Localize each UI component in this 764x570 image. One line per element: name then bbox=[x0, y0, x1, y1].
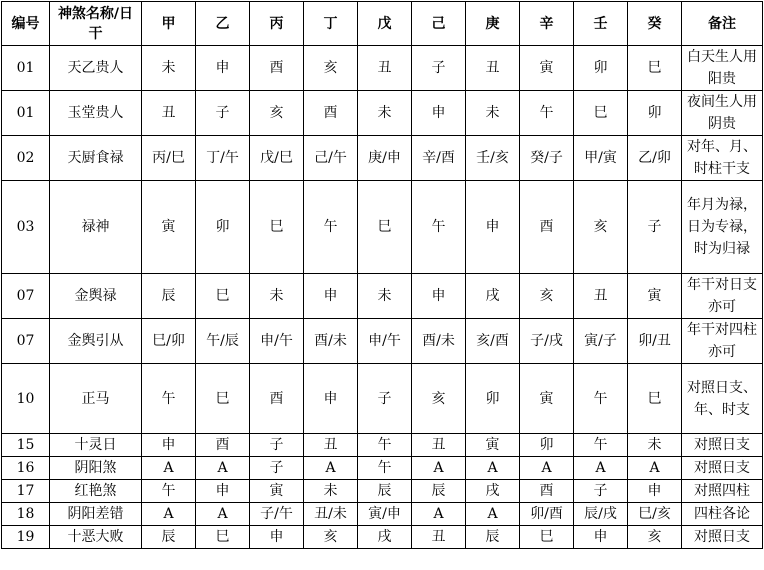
header-cell: 庚 bbox=[466, 2, 520, 46]
stem-value-cell: 午 bbox=[358, 434, 412, 457]
row-id-cell: 10 bbox=[2, 364, 50, 434]
stem-value-cell: 巳 bbox=[250, 181, 304, 274]
stem-value-cell: 巳 bbox=[196, 274, 250, 319]
stem-value-cell: 子 bbox=[250, 434, 304, 457]
header-cell: 神煞名称/日干 bbox=[50, 2, 142, 46]
stem-value-cell: A bbox=[196, 503, 250, 526]
stem-value-cell: 亥 bbox=[250, 91, 304, 136]
row-id-cell: 07 bbox=[2, 319, 50, 364]
stem-value-cell: 午 bbox=[142, 364, 196, 434]
stem-value-cell: 申 bbox=[142, 434, 196, 457]
stem-value-cell: A bbox=[412, 457, 466, 480]
stem-value-cell: 戊/巳 bbox=[250, 136, 304, 181]
stem-value-cell: 卯/酉 bbox=[520, 503, 574, 526]
stem-value-cell: 申 bbox=[574, 526, 628, 549]
stem-value-cell: 巳/亥 bbox=[628, 503, 682, 526]
stem-value-cell: 未 bbox=[628, 434, 682, 457]
header-cell: 戊 bbox=[358, 2, 412, 46]
shensha-name-cell: 十灵日 bbox=[50, 434, 142, 457]
stem-value-cell: 卯 bbox=[466, 364, 520, 434]
stem-value-cell: 申 bbox=[196, 480, 250, 503]
stem-value-cell: 戌 bbox=[358, 526, 412, 549]
stem-value-cell: 午/辰 bbox=[196, 319, 250, 364]
stem-value-cell: 巳 bbox=[196, 364, 250, 434]
header-cell: 备注 bbox=[682, 2, 763, 46]
row-id-cell: 19 bbox=[2, 526, 50, 549]
table-row bbox=[2, 91, 763, 136]
stem-value-cell: 巳 bbox=[520, 526, 574, 549]
stem-value-cell: 卯 bbox=[628, 91, 682, 136]
stem-value-cell: 酉 bbox=[304, 91, 358, 136]
stem-value-cell: 申 bbox=[628, 480, 682, 503]
stem-value-cell: 寅 bbox=[520, 364, 574, 434]
stem-value-cell: 酉 bbox=[250, 364, 304, 434]
stem-value-cell: 巳 bbox=[628, 46, 682, 91]
stem-value-cell: 丑/未 bbox=[304, 503, 358, 526]
stem-value-cell: 壬/亥 bbox=[466, 136, 520, 181]
shensha-name-cell: 禄神 bbox=[50, 181, 142, 274]
stem-value-cell: 未 bbox=[466, 91, 520, 136]
stem-value-cell: 申/午 bbox=[358, 319, 412, 364]
stem-value-cell: 辰 bbox=[358, 480, 412, 503]
stem-value-cell: 辰 bbox=[412, 480, 466, 503]
stem-value-cell: 寅/子 bbox=[574, 319, 628, 364]
table-row bbox=[2, 181, 763, 274]
stem-value-cell: 酉 bbox=[250, 46, 304, 91]
shensha-name-cell: 阴阳差错 bbox=[50, 503, 142, 526]
stem-value-cell: 戌 bbox=[466, 480, 520, 503]
note-cell: 对年、月、时柱干支 bbox=[682, 136, 763, 181]
stem-value-cell: 子 bbox=[412, 46, 466, 91]
note-cell: 夜间生人用阴贵 bbox=[682, 91, 763, 136]
table-row bbox=[2, 136, 763, 181]
stem-value-cell: 丑 bbox=[412, 526, 466, 549]
row-id-cell: 07 bbox=[2, 274, 50, 319]
stem-value-cell: 戌 bbox=[466, 274, 520, 319]
header-cell: 编号 bbox=[2, 2, 50, 46]
stem-value-cell: 辰 bbox=[142, 274, 196, 319]
stem-value-cell: 亥 bbox=[628, 526, 682, 549]
stem-value-cell: 丑 bbox=[412, 434, 466, 457]
stem-value-cell: 丙/巳 bbox=[142, 136, 196, 181]
stem-value-cell: 申 bbox=[304, 274, 358, 319]
stem-value-cell: 庚/申 bbox=[358, 136, 412, 181]
stem-value-cell: 申 bbox=[250, 526, 304, 549]
table-row bbox=[2, 319, 763, 364]
note-cell: 年干对四柱亦可 bbox=[682, 319, 763, 364]
stem-value-cell: 午 bbox=[520, 91, 574, 136]
header-cell: 己 bbox=[412, 2, 466, 46]
stem-value-cell: A bbox=[466, 503, 520, 526]
stem-value-cell: A bbox=[142, 503, 196, 526]
stem-value-cell: 子 bbox=[628, 181, 682, 274]
stem-value-cell: 午 bbox=[574, 434, 628, 457]
table-row bbox=[2, 457, 763, 480]
stem-value-cell: 卯 bbox=[520, 434, 574, 457]
stem-value-cell: 午 bbox=[142, 480, 196, 503]
stem-value-cell: A bbox=[628, 457, 682, 480]
shensha-name-cell: 天乙贵人 bbox=[50, 46, 142, 91]
header-cell: 辛 bbox=[520, 2, 574, 46]
stem-value-cell: 酉 bbox=[196, 434, 250, 457]
stem-value-cell: A bbox=[466, 457, 520, 480]
stem-value-cell: 丑 bbox=[358, 46, 412, 91]
stem-value-cell: 癸/子 bbox=[520, 136, 574, 181]
stem-value-cell: 酉/未 bbox=[412, 319, 466, 364]
stem-value-cell: 午 bbox=[574, 364, 628, 434]
table-row bbox=[2, 526, 763, 549]
shensha-name-cell: 玉堂贵人 bbox=[50, 91, 142, 136]
stem-value-cell: A bbox=[412, 503, 466, 526]
stem-value-cell: 子 bbox=[196, 91, 250, 136]
stem-value-cell: 巳 bbox=[196, 526, 250, 549]
note-cell: 对照日支 bbox=[682, 526, 763, 549]
row-id-cell: 02 bbox=[2, 136, 50, 181]
stem-value-cell: 亥/酉 bbox=[466, 319, 520, 364]
header-row bbox=[2, 2, 763, 46]
table-row bbox=[2, 434, 763, 457]
stem-value-cell: 寅/申 bbox=[358, 503, 412, 526]
stem-value-cell: 甲/寅 bbox=[574, 136, 628, 181]
stem-value-cell: 寅 bbox=[520, 46, 574, 91]
shensha-name-cell: 十恶大败 bbox=[50, 526, 142, 549]
row-id-cell: 15 bbox=[2, 434, 50, 457]
header-cell: 乙 bbox=[196, 2, 250, 46]
stem-value-cell: 申 bbox=[412, 274, 466, 319]
stem-value-cell: 寅 bbox=[250, 480, 304, 503]
stem-value-cell: 亥 bbox=[520, 274, 574, 319]
stem-value-cell: A bbox=[520, 457, 574, 480]
stem-value-cell: 丑 bbox=[304, 434, 358, 457]
stem-value-cell: 辰 bbox=[466, 526, 520, 549]
stem-value-cell: 乙/卯 bbox=[628, 136, 682, 181]
row-id-cell: 01 bbox=[2, 46, 50, 91]
note-cell: 对照四柱 bbox=[682, 480, 763, 503]
shensha-name-cell: 阴阳煞 bbox=[50, 457, 142, 480]
stem-value-cell: 寅 bbox=[466, 434, 520, 457]
stem-value-cell: 寅 bbox=[142, 181, 196, 274]
stem-value-cell: 辰 bbox=[142, 526, 196, 549]
row-id-cell: 18 bbox=[2, 503, 50, 526]
stem-value-cell: A bbox=[304, 457, 358, 480]
stem-value-cell: 酉 bbox=[520, 480, 574, 503]
stem-value-cell: 申 bbox=[412, 91, 466, 136]
stem-value-cell: 未 bbox=[304, 480, 358, 503]
stem-value-cell: 午 bbox=[304, 181, 358, 274]
shensha-name-cell: 天厨食禄 bbox=[50, 136, 142, 181]
stem-value-cell: 酉 bbox=[520, 181, 574, 274]
stem-value-cell: 午 bbox=[412, 181, 466, 274]
shensha-name-cell: 正马 bbox=[50, 364, 142, 434]
stem-value-cell: 辛/酉 bbox=[412, 136, 466, 181]
stem-value-cell: 巳/卯 bbox=[142, 319, 196, 364]
stem-value-cell: 未 bbox=[142, 46, 196, 91]
stem-value-cell: 丑 bbox=[142, 91, 196, 136]
note-cell: 对照日支、年、时支 bbox=[682, 364, 763, 434]
shensha-table bbox=[1, 1, 763, 549]
stem-value-cell: A bbox=[142, 457, 196, 480]
stem-value-cell: 卯 bbox=[196, 181, 250, 274]
stem-value-cell: 辰/戌 bbox=[574, 503, 628, 526]
stem-value-cell: 己/午 bbox=[304, 136, 358, 181]
stem-value-cell: 申 bbox=[466, 181, 520, 274]
stem-value-cell: 卯 bbox=[574, 46, 628, 91]
stem-value-cell: 巳 bbox=[628, 364, 682, 434]
header-cell: 丙 bbox=[250, 2, 304, 46]
stem-value-cell: 卯/丑 bbox=[628, 319, 682, 364]
note-cell: 年干对日支亦可 bbox=[682, 274, 763, 319]
stem-value-cell: 申 bbox=[196, 46, 250, 91]
stem-value-cell: 子/午 bbox=[250, 503, 304, 526]
row-id-cell: 03 bbox=[2, 181, 50, 274]
stem-value-cell: 午 bbox=[358, 457, 412, 480]
row-id-cell: 01 bbox=[2, 91, 50, 136]
stem-value-cell: 亥 bbox=[304, 526, 358, 549]
note-cell: 四柱各论 bbox=[682, 503, 763, 526]
stem-value-cell: 子 bbox=[574, 480, 628, 503]
note-cell: 白天生人用阳贵 bbox=[682, 46, 763, 91]
header-cell: 癸 bbox=[628, 2, 682, 46]
stem-value-cell: 子 bbox=[250, 457, 304, 480]
header-cell: 壬 bbox=[574, 2, 628, 46]
header-cell: 甲 bbox=[142, 2, 196, 46]
note-cell: 对照日支 bbox=[682, 457, 763, 480]
note-cell: 对照日支 bbox=[682, 434, 763, 457]
note-cell: 年月为禄，日为专禄，时为归禄 bbox=[682, 181, 763, 274]
stem-value-cell: 亥 bbox=[574, 181, 628, 274]
stem-value-cell: 丑 bbox=[574, 274, 628, 319]
table-row bbox=[2, 46, 763, 91]
table-row bbox=[2, 503, 763, 526]
stem-value-cell: 丁/午 bbox=[196, 136, 250, 181]
stem-value-cell: 子/戌 bbox=[520, 319, 574, 364]
stem-value-cell: 丑 bbox=[466, 46, 520, 91]
stem-value-cell: 子 bbox=[358, 364, 412, 434]
stem-value-cell: 申/午 bbox=[250, 319, 304, 364]
stem-value-cell: 巳 bbox=[574, 91, 628, 136]
header-cell: 丁 bbox=[304, 2, 358, 46]
stem-value-cell: A bbox=[574, 457, 628, 480]
stem-value-cell: 巳 bbox=[358, 181, 412, 274]
row-id-cell: 16 bbox=[2, 457, 50, 480]
stem-value-cell: 亥 bbox=[304, 46, 358, 91]
shensha-name-cell: 金舆引从 bbox=[50, 319, 142, 364]
stem-value-cell: 寅 bbox=[628, 274, 682, 319]
shensha-name-cell: 红艳煞 bbox=[50, 480, 142, 503]
stem-value-cell: 申 bbox=[304, 364, 358, 434]
stem-value-cell: 未 bbox=[250, 274, 304, 319]
shensha-name-cell: 金舆禄 bbox=[50, 274, 142, 319]
table-row bbox=[2, 364, 763, 434]
row-id-cell: 17 bbox=[2, 480, 50, 503]
stem-value-cell: 亥 bbox=[412, 364, 466, 434]
table-row bbox=[2, 274, 763, 319]
stem-value-cell: A bbox=[196, 457, 250, 480]
stem-value-cell: 未 bbox=[358, 91, 412, 136]
stem-value-cell: 未 bbox=[358, 274, 412, 319]
table-row bbox=[2, 480, 763, 503]
stem-value-cell: 酉/未 bbox=[304, 319, 358, 364]
